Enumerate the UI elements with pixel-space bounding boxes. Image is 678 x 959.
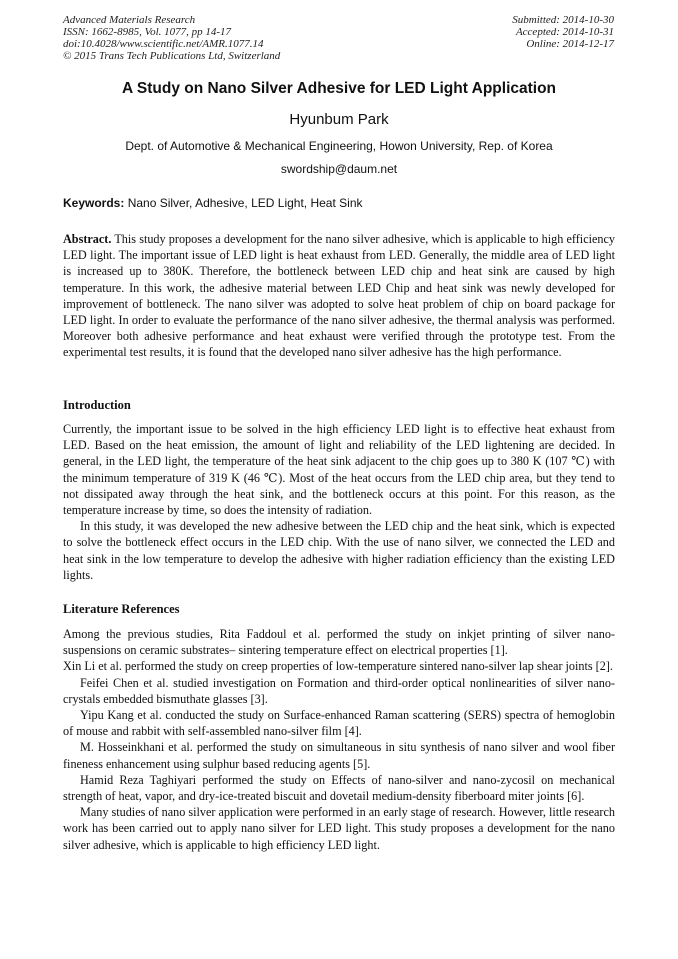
paragraph: Xin Li et al. performed the study on creep properties of low-temperature sintered nano-silver lap shear joints [2].: [63, 659, 613, 674]
doi-link[interactable]: doi:10.4028/www.scientific.net/AMR.1077.14: [63, 38, 264, 50]
literature-section: [63, 626, 615, 853]
publication-dates: [512, 14, 614, 50]
paragraph: Feifei Chen et al. studied investigation on Formation and third-order optical nonlinearities of silver nano-crystals embedded bismuthate glasses [3].: [63, 675, 615, 706]
introduction-heading: Introduction: [63, 398, 131, 412]
copyright: © 2015 Trans Tech Publications Ltd, Switzerland: [63, 50, 281, 62]
journal-name: Advanced Materials Research: [63, 14, 196, 26]
paper-title: A Study on Nano Silver Adhesive for LED Light Application: [121, 80, 557, 97]
issn-volume: ISSN: 1662-8985, Vol. 1077, pp 14-17: [63, 26, 232, 38]
introduction-section: [63, 421, 615, 583]
author-name: Hyunbum Park: [289, 111, 389, 128]
author-email[interactable]: swordship@daum.net: [280, 162, 398, 176]
paragraph: In this study, it was developed the new adhesive between the LED chip and the heat sink, which is expected to solve the bottleneck effect occurs in the LED chip. With the use of nano silver, we connected the LED and heat sink in the low temperature to develop the adhesive with higher radiation efficiency than the existing LED lights.: [63, 519, 615, 582]
paragraph: Currently, the important issue to be solved in the high efficiency LED light is to effective heat exhaust from LED. Based on the heat emission, the amount of light and reliability of the LED lightening are decided. In general, in the LED light, the temperature of the heat sink adjacent to the chip goes up to 380 K (107 ℃) with the minimum temperature of 319 K (46 ℃). Most of the heat occurs from the LED chip area, but they tend to not dissipated away through the heat sink, and the bottleneck occurs at this point. For this reason, as the temperature increase by time, so does the intensity of radiation.: [63, 422, 615, 518]
submitted-date: Submitted: 2014-10-30: [512, 14, 614, 26]
abstract-text: This study proposes a development for the nano silver adhesive, which is applicable to high efficiency LED light. The important issue of LED light is heat exhaust from LED. Generally, the middle area of LED light is increased up to 380K. Therefore, the bottleneck between LED chip and heat sink are caused by high temperature. In this work, the adhesive material between LED Chip and heat sink was newly developed for improvement of bottleneck. The nano silver was adopted to solve heat problem of chip on board package for LED light. In order to evaluate the performance of the nano silver adhesive, the thermal analysis was performed. Moreover both adhesive performance and heat exhaust were verified through the prototype test. From the experimental test results, it is found that the developed nano silver adhesive has the high performance.: [63, 232, 615, 360]
keywords-label: Keywords:: [63, 196, 125, 210]
literature-heading: Literature References: [63, 602, 180, 616]
author-affiliation: Dept. of Automotive & Mechanical Engineering, Howon University, Rep. of Korea: [125, 139, 553, 153]
paragraph: Many studies of nano silver application were performed in an early stage of research. However, little research work has been carried out to apply nano silver for LED light. This study proposes a development for the nano silver adhesive, which is applicable to high efficiency LED light.: [63, 805, 615, 852]
paragraph: M. Hosseinkhani et al. performed the study on simultaneous in situ synthesis of nano silver and wool fiber fineness enhancement using sulphur based reducing agents [5].: [63, 740, 615, 771]
abstract-label: Abstract.: [63, 232, 112, 246]
online-date: Online: 2014-12-17: [526, 38, 614, 50]
paragraph: Among the previous studies, Rita Faddoul et al. performed the study on inkjet printing of silver nano-suspensions on ceramic substrates– sintering temperature effect on electrical properties [1].: [63, 627, 615, 658]
paragraph: Hamid Reza Taghiyari performed the study on Effects of nano-silver and nano-zycosil on mechanical strength of heat, vapor, and dry-ice-treated biscuit and dovetail medium-density fiberboard miter joints [6].: [63, 772, 615, 804]
keywords: [63, 196, 615, 210]
abstract: [63, 231, 615, 361]
accepted-date: Accepted: 2014-10-31: [515, 26, 614, 38]
paragraph: Yipu Kang et al. conducted the study on Surface-enhanced Raman scattering (SERS) spectra of hemoglobin of mouse and rabbit with self-assembled nano-silver film [4].: [63, 708, 615, 739]
journal-info: [63, 14, 280, 62]
keywords-list: Nano Silver, Adhesive, LED Light, Heat Sink: [124, 196, 363, 210]
